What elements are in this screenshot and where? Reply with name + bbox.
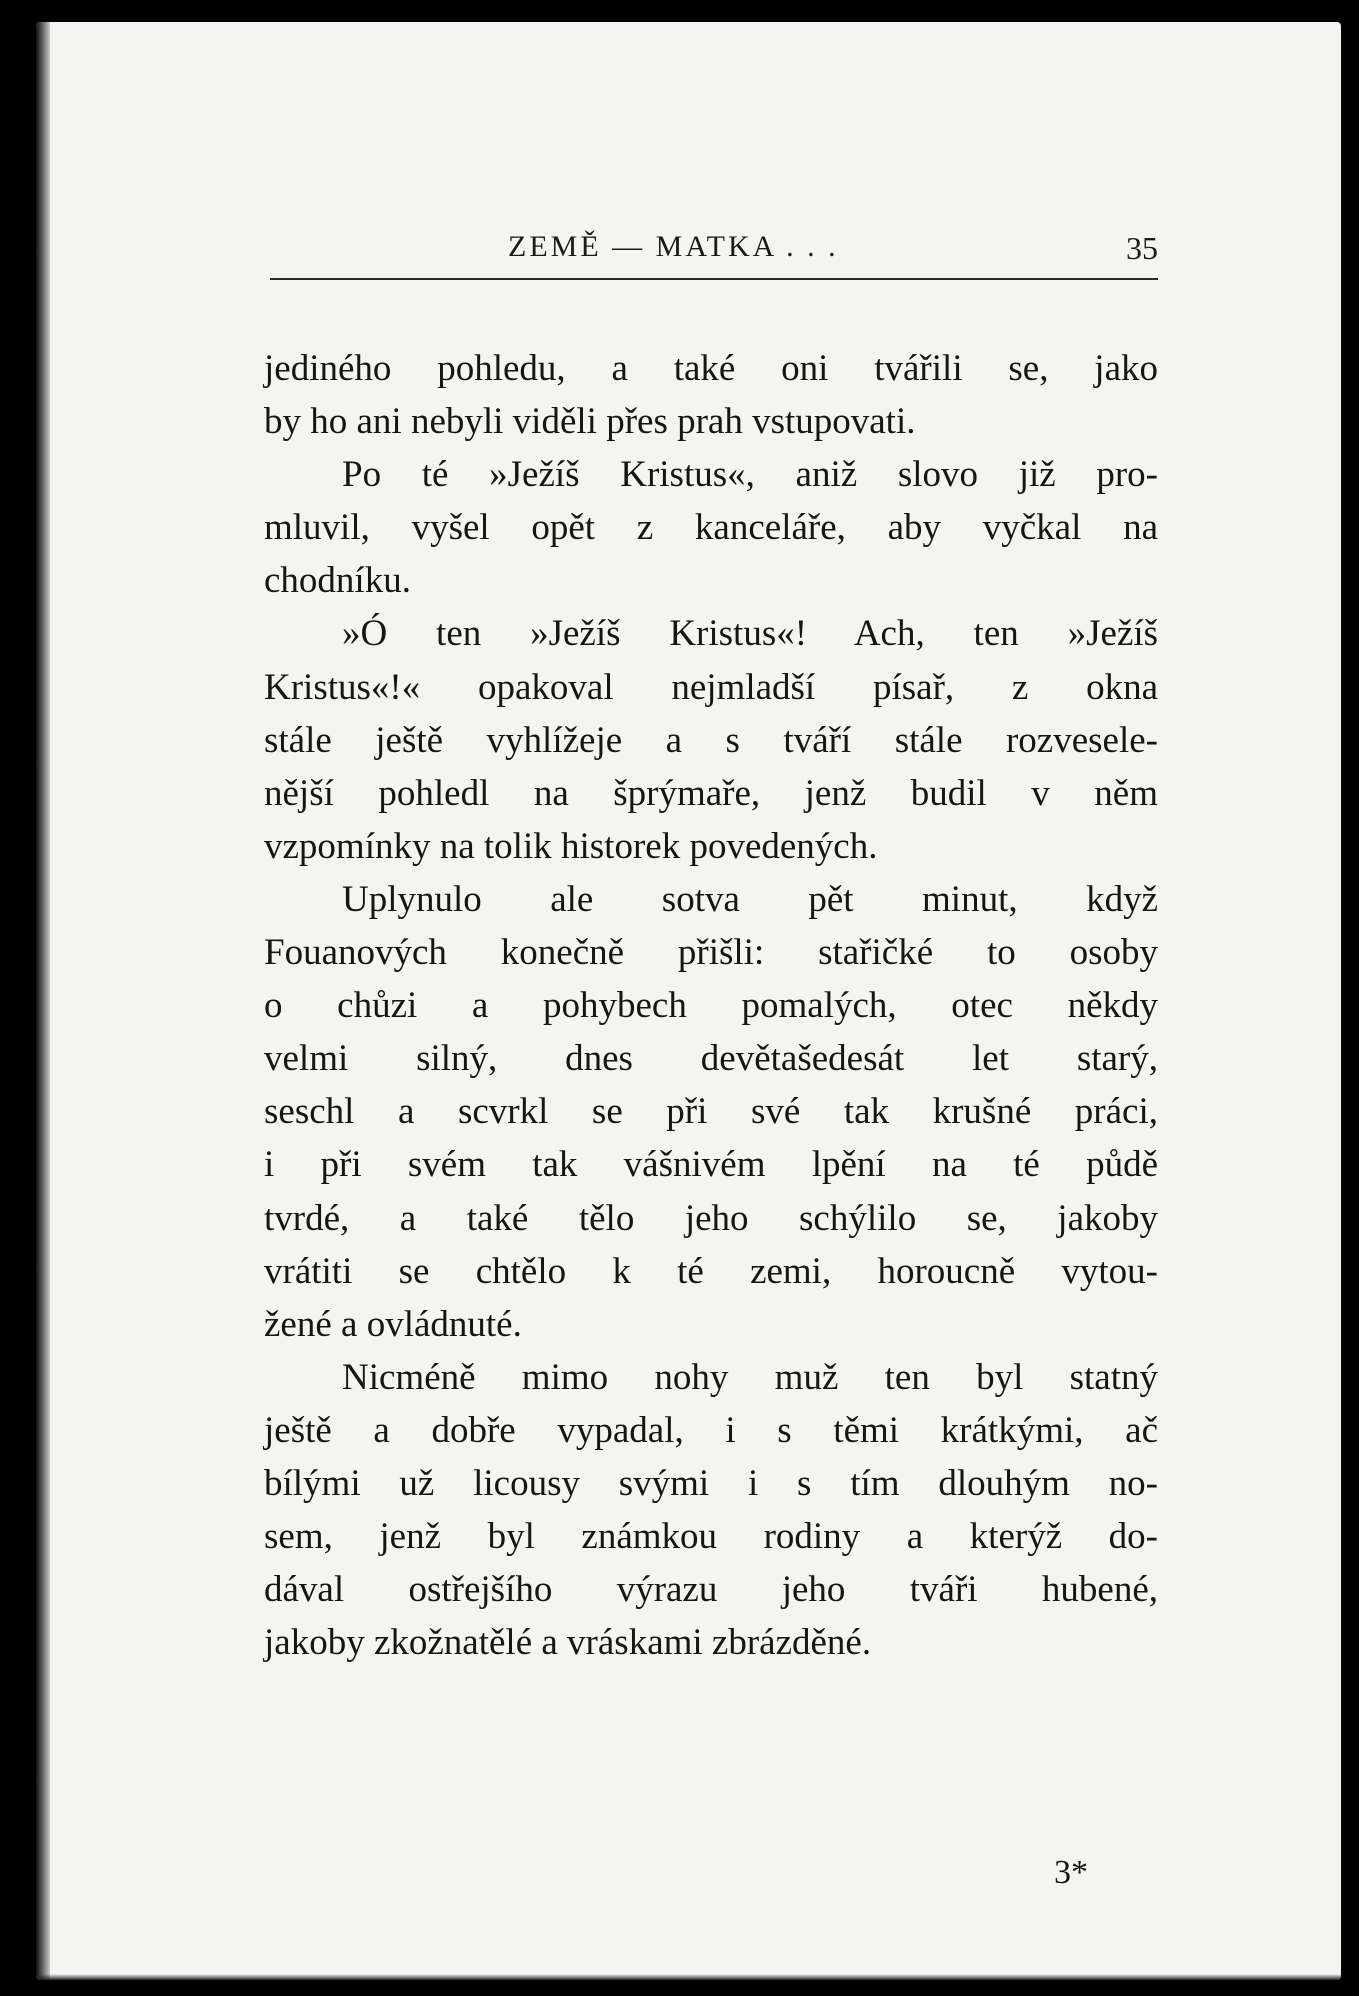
text-line: bílými už licousy svými i s tím dlouhým no- — [264, 1462, 1158, 1504]
text-line: Uplynulo ale sotva pět minut, když — [342, 878, 1158, 920]
text-line: jediného pohledu, a také oni tvářili se, jako — [264, 348, 1158, 389]
signature-mark: 3* — [1054, 1854, 1088, 1891]
text-line: tvrdé, a také tělo jeho schýlilo se, jakoby — [264, 1197, 1158, 1239]
text-line: chodníku. — [264, 560, 411, 602]
text-line: seschl a scvrkl se při své tak krušné práci, — [264, 1091, 1158, 1133]
paragraph — [264, 448, 1158, 607]
body-text — [264, 342, 1158, 1669]
text-line: žené a ovládnuté. — [264, 1303, 522, 1345]
book-page — [36, 22, 1341, 1980]
text-line: nější pohledl na šprýmaře, jenž budil v něm — [264, 772, 1158, 814]
text-line: i při svém tak vášnivém lpění na té půdě — [264, 1144, 1158, 1186]
text-line: »Ó ten »Ježíš Kristus«! Ach, ten »Ježíš — [342, 613, 1158, 655]
text-line: Nicméně mimo nohy muž ten byl statný — [342, 1356, 1158, 1398]
text-line: velmi silný, dnes devětašedesát let starý, — [264, 1038, 1158, 1080]
text-line: Fouanových konečně přišli: stařičké to osoby — [264, 932, 1158, 974]
paragraph — [264, 1351, 1158, 1670]
paragraph — [264, 342, 1158, 448]
text-line: jakoby zkožnatělé a vráskami zbrázděné. — [264, 1622, 872, 1664]
page-bottom-shadow — [36, 1974, 1341, 1980]
header-rule — [270, 278, 1158, 280]
text-line: vzpomínky na tolik historek povedených. — [264, 825, 878, 867]
text-line: stále ještě vyhlížeje a s tváří stále rozvesele- — [264, 719, 1158, 761]
paragraph — [264, 873, 1158, 1351]
text-line: Kristus«!« opakoval nejmladší písař, z okna — [264, 666, 1158, 708]
text-line: sem, jenž byl známkou rodiny a kterýž do- — [264, 1516, 1158, 1558]
text-line: vrátiti se chtělo k té zemi, horoucně vytou- — [264, 1250, 1158, 1292]
page-number: 35 — [1126, 230, 1158, 266]
running-title: ZEMĚ — MATKA . . . — [508, 230, 839, 263]
text-line: dával ostřejšího výrazu jeho tváři hubené, — [264, 1569, 1158, 1611]
text-line: ještě a dobře vypadal, i s těmi krátkými, ač — [264, 1409, 1158, 1451]
page-header — [270, 218, 1158, 288]
text-line: Po té »Ježíš Kristus«, aniž slovo již pro- — [342, 454, 1158, 496]
page-binding-edge — [36, 22, 50, 1980]
text-line: o chůzi a pohybech pomalých, otec někdy — [264, 985, 1158, 1027]
text-line: mluvil, vyšel opět z kanceláře, aby vyčkal na — [264, 507, 1158, 549]
text-line: by ho ani nebyli viděli přes prah vstupovati. — [264, 401, 916, 443]
paragraph — [264, 607, 1158, 872]
